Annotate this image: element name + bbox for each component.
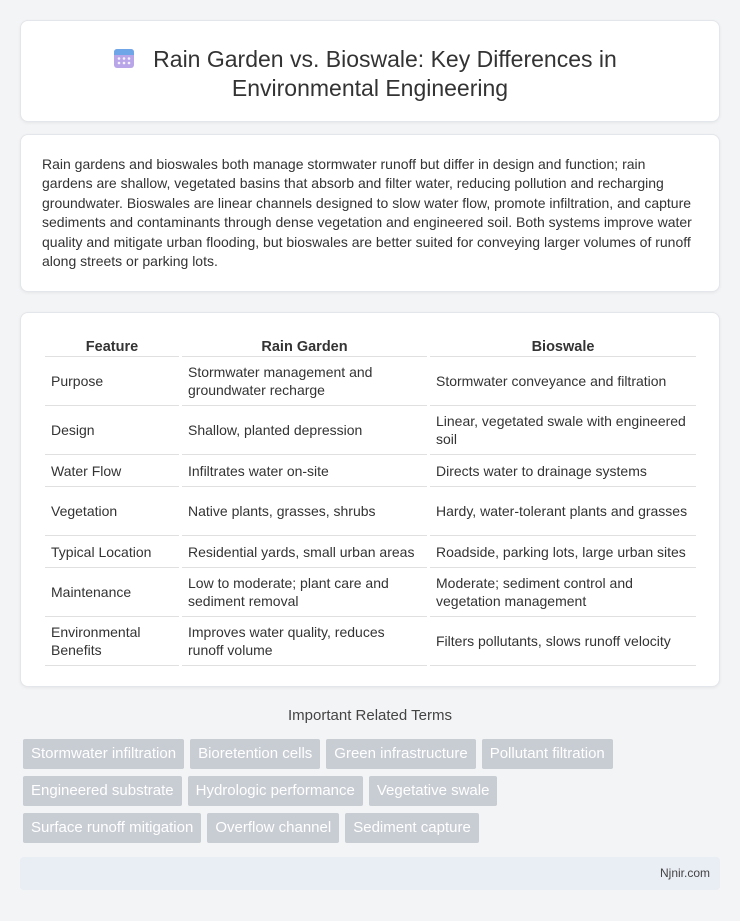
cell-feature: Water Flow: [45, 455, 179, 487]
header-feature: Feature: [45, 335, 179, 357]
cell-rain-garden: Low to moderate; plant care and sediment removal: [182, 568, 427, 617]
cell-feature: Vegetation: [45, 487, 179, 536]
cell-bioswale: Moderate; sediment control and vegetation management: [430, 568, 696, 617]
table-row: [45, 357, 696, 406]
header-rain-garden: Rain Garden: [182, 335, 427, 357]
cell-bioswale: Stormwater conveyance and filtration: [430, 357, 696, 406]
cell-feature: Maintenance: [45, 568, 179, 617]
table-row: [45, 536, 696, 568]
tag-stormwater-infiltration[interactable]: Stormwater infiltration: [23, 739, 184, 769]
tag-green-infrastructure[interactable]: Green infrastructure: [326, 739, 475, 769]
cell-rain-garden: Infiltrates water on-site: [182, 455, 427, 487]
cell-rain-garden: Improves water quality, reduces runoff volume: [182, 617, 427, 666]
tag-vegetative-swale[interactable]: Vegetative swale: [369, 776, 498, 806]
cell-feature: Purpose: [45, 357, 179, 406]
tag-hydrologic-performance[interactable]: Hydrologic performance: [188, 776, 363, 806]
cell-rain-garden: Residential yards, small urban areas: [182, 536, 427, 568]
cell-rain-garden: Stormwater management and groundwater recharge: [182, 357, 427, 406]
cell-rain-garden: Native plants, grasses, shrubs: [182, 487, 427, 536]
table-row: [45, 455, 696, 487]
cell-rain-garden: Shallow, planted depression: [182, 406, 427, 455]
page-title-line2: Environmental Engineering: [231, 75, 509, 101]
table-row: [45, 617, 696, 666]
tag-surface-runoff-mitigation[interactable]: Surface runoff mitigation: [23, 813, 201, 843]
footer: [20, 857, 720, 890]
intro-card: [20, 134, 720, 292]
comparison-table-card: [20, 312, 720, 687]
cell-bioswale: Roadside, parking lots, large urban sites: [430, 536, 696, 568]
comparison-table: [42, 335, 699, 666]
tag-pollutant-filtration[interactable]: Pollutant filtration: [482, 739, 613, 769]
table-row: [45, 568, 696, 617]
cell-bioswale: Hardy, water-tolerant plants and grasses: [430, 487, 696, 536]
title-card: [20, 20, 720, 122]
table-row: [45, 487, 696, 536]
tag-sediment-capture[interactable]: Sediment capture: [345, 813, 479, 843]
table-header-row: [45, 335, 696, 357]
header-bioswale: Bioswale: [430, 335, 696, 357]
table-row: [45, 406, 696, 455]
page-title-line1: Rain Garden vs. Bioswale: Key Differences in: [153, 46, 617, 72]
tag-bioretention-cells[interactable]: Bioretention cells: [190, 739, 320, 769]
tag-row: [23, 739, 683, 769]
tag-row: [23, 813, 683, 843]
tag-overflow-channel[interactable]: Overflow channel: [207, 813, 339, 843]
cell-bioswale: Directs water to drainage systems: [430, 455, 696, 487]
cell-bioswale: Linear, vegetated swale with engineered soil: [430, 406, 696, 455]
related-terms-title: Important Related Terms: [288, 707, 452, 724]
related-terms-tags: [23, 739, 683, 850]
tag-row: [23, 776, 683, 806]
footer-site-link[interactable]: Njnir.com: [659, 866, 710, 880]
intro-paragraph: Rain gardens and bioswales both manage stormwater runoff but differ in design and function; rain gardens are shallow, vegetated basins that absorb and filter water, reducing pollution and recharging groundwater. Bioswales are linear channels designed to slow water flow, promote infiltration, and capture sediments and contaminants through dense vegetation and engineered soil. Both systems improve water quality and mitigate urban flooding, but bioswales are better suited for conveying larger volumes of runoff along streets or parking lots.: [42, 156, 692, 270]
page-title: [21, 45, 719, 103]
cell-feature: Environmental Benefits: [45, 617, 179, 666]
cell-feature: Typical Location: [45, 536, 179, 568]
tag-engineered-substrate[interactable]: Engineered substrate: [23, 776, 182, 806]
cell-feature: Design: [45, 406, 179, 455]
cell-bioswale: Filters pollutants, slows runoff velocity: [430, 617, 696, 666]
